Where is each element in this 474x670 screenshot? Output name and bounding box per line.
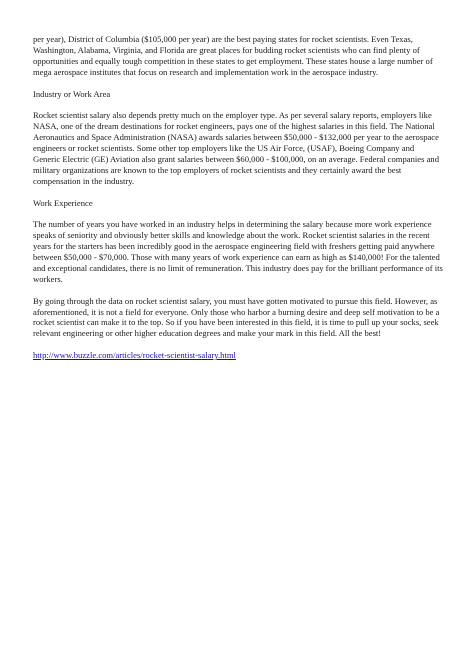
source-link[interactable]: http://www.buzzle.com/articles/rocket-scientist-salary.html <box>33 350 236 361</box>
conclusion-paragraph: By going through the data on rocket scientist salary, you must have gotten motivated to pursue this field. However, as aforementioned, it is not a field for everyone. Only those who harbor a burning desire and deep self motivation to be a rocket scientist can make it to the top. So if you have been interested in this field, it is time to pull up your socks, seek relevant engineering or other higher education degrees and make your mark in this field. All the best! <box>33 295 440 339</box>
source-link-line <box>33 350 443 361</box>
intro-paragraph: per year), District of Columbia ($105,000 per year) are the best paying states for rocket scientists. Even Texas, Washington, Alabama, Virginia, and Florida are great places for budding rocket scientists who can find plenty of opportunities and equally tough competition in these states to get employment. These states house a large number of mega aerospace institutes that focus on research and implementation work in the aerospace industry. <box>33 34 433 77</box>
experience-heading: Work Experience <box>33 197 93 208</box>
industry-paragraph: Rocket scientist salary also depends pretty much on the employer type. As per several salary reports, employers like NASA, one of the dream destinations for rocket engineers, pays one of the highest salaries in this field. The National Aeronautics and Space Administration (NASA) awards salaries between $50,000 - $132,000 per year to the aerospace engineers or rocket scientists. Some other top employers like the US Air Force, (USAF), Boeing Company and Generic Electric (GE) Aviation also grant salaries between $60,000 - $100,000, on an average. Federal companies and military organizations are known to the top employers of rocket scientists and they certainly award the best compensation in the industry. <box>33 110 439 186</box>
industry-heading: Industry or Work Area <box>33 88 111 99</box>
experience-paragraph: The number of years you have worked in an industry helps in determining the salary because more work experience speaks of seniority and obviously better skills and knowledge about the work. Rocket scientist salaries in the recent years for the starters has been incredibly good in the aerospace engineering field with freshers getting paid anywhere between $50,000 - $70,000. Those with many years of work experience can earn as high as $140,000! For the talented and exceptional candidates, there is no limit of remuneration. This industry does pay for the brilliant performance of its workers. <box>33 219 443 284</box>
document-page <box>33 34 443 372</box>
